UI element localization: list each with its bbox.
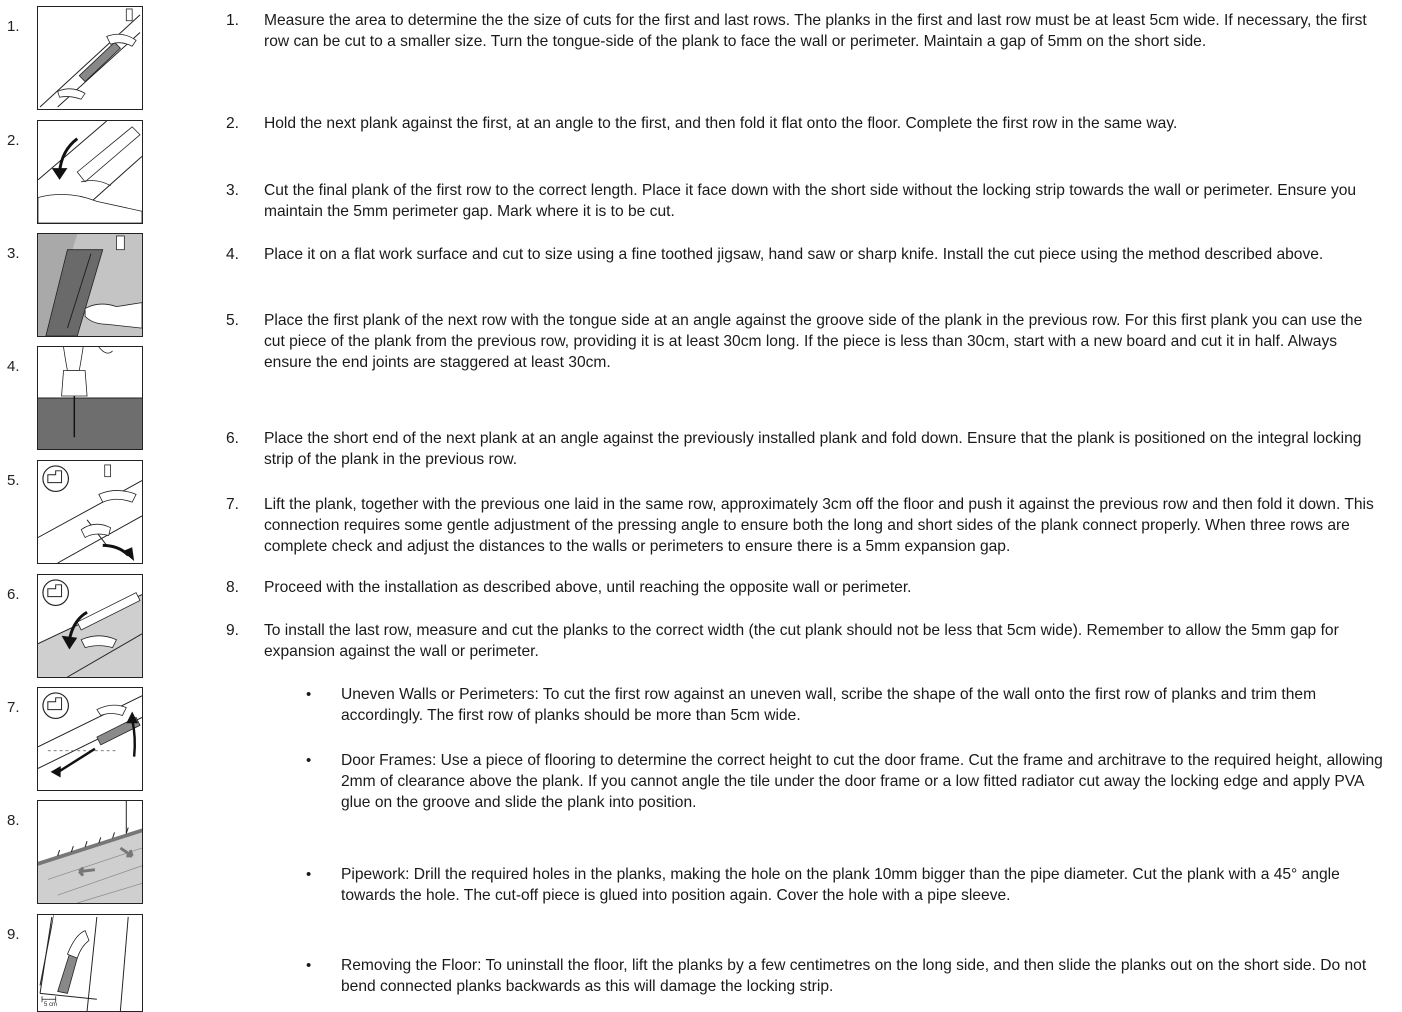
bullet-uneven-walls [306, 684, 1386, 726]
bullet-text: Door Frames: Use a piece of flooring to determine the correct height to cut the door frame. Cut the frame and architrave to the required height, allowing 2mm of clearance above the plank. If you cannot angle the tile under the door frame or a low fitted radiator cut away the locking edge and apply PVA glue on the groove and slide the plank into position. [341, 752, 1383, 811]
step-text: Place the first plank of the next row with the tongue side at an angle against the groove side of the plank in the previous row. For this first plank you can use the cut piece of the plank from the previous row, providing it is at least 30cm long. If the piece is less than 30cm, start with a new board and cut it in half. Always ensure the end joints are staggered at least 30cm. [264, 312, 1363, 371]
bullet-point: • [306, 752, 312, 769]
figure-3-number: 3. [7, 245, 20, 262]
figure-6-illustration [37, 574, 143, 678]
step-number: 3. [226, 182, 240, 199]
figure-9-number: 9. [7, 926, 20, 943]
figure-5-illustration [37, 460, 143, 564]
step-3 [226, 180, 1386, 222]
figure-9-caption: 5 cm [44, 1002, 58, 1008]
bullet-pipework [306, 864, 1386, 906]
figure-4-illustration [37, 346, 143, 450]
step-2 [226, 113, 1386, 134]
step-number: 2. [226, 115, 240, 132]
step-number: 9. [226, 622, 240, 639]
step-1 [226, 10, 1386, 52]
bullet-point: • [306, 957, 312, 974]
step-text: To install the last row, measure and cut the planks to the correct width (the cut plank should not be less that 5cm wide). Remember to allow the 5mm gap for expansion against the wall or perimeter. [264, 622, 1339, 660]
step-number: 1. [226, 12, 240, 29]
figure-8-number: 8. [7, 812, 20, 829]
figure-7-illustration [37, 687, 143, 791]
bullet-text: Pipework: Drill the required holes in the planks, making the hole on the plank 10mm bigger than the pipe diameter. Cut the plank with a 45° angle towards the hole. The cut-off piece is glued into position again. Cover the hole with a pipe sleeve. [341, 866, 1340, 904]
bullet-text: Removing the Floor: To uninstall the floor, lift the planks by a few centimetres on the long side, and then slide the planks out on the short side. Do not bend connected planks backwards as this will damage the locking strip. [341, 957, 1367, 995]
step-number: 8. [226, 579, 240, 596]
figure-4-number: 4. [7, 358, 20, 375]
step-9 [226, 620, 1386, 662]
figure-1-number: 1. [7, 18, 20, 35]
step-7 [226, 494, 1386, 557]
step-text: Proceed with the installation as described above, until reaching the opposite wall or perimeter. [264, 579, 912, 596]
bullet-text: Uneven Walls or Perimeters: To cut the first row against an uneven wall, scribe the shape of the wall onto the first row of planks and trim them accordingly. The first row of planks should be more than 5cm wide. [341, 686, 1317, 724]
step-text: Lift the plank, together with the previous one laid in the same row, approximately 3cm off the floor and push it against the previous row and then fold it down. This connection requires some gentle adjustment of the pressing angle to ensure both the long and short sides of the plank connect properly. When three rows are complete check and adjust the distances to the walls or perimeters to ensure there is a 5mm expansion gap. [264, 496, 1374, 555]
step-5 [226, 310, 1386, 373]
step-number: 4. [226, 246, 240, 263]
figure-1-illustration [37, 6, 143, 110]
figure-2-number: 2. [7, 132, 20, 149]
bullet-door-frames [306, 750, 1386, 813]
figure-3-illustration [37, 233, 143, 337]
step-text: Place the short end of the next plank at an angle against the previously installed plank and fold down. Ensure that the plank is positioned on the integral locking strip of the plank in the previous row. [264, 430, 1362, 468]
step-number: 7. [226, 496, 240, 513]
step-8 [226, 577, 1386, 598]
step-6 [226, 428, 1386, 470]
figure-6-number: 6. [7, 586, 20, 603]
step-number: 6. [226, 430, 240, 447]
bullet-point: • [306, 686, 312, 703]
step-text: Measure the area to determine the the size of cuts for the first and last rows. The planks in the first and last row must be at least 5cm wide. If necessary, the first row can be cut to a smaller size. Turn the tongue-side of the plank to face the wall or perimeter. Maintain a gap of 5mm on the short side. [264, 12, 1367, 50]
step-text: Hold the next plank against the first, at an angle to the first, and then fold it flat onto the floor. Complete the first row in the same way. [264, 115, 1178, 132]
step-text: Cut the final plank of the first row to the correct length. Place it face down with the short side without the locking strip towards the wall or perimeter. Ensure you maintain the 5mm perimeter gap. Mark where it is to be cut. [264, 182, 1357, 220]
figure-8-illustration [37, 800, 143, 904]
figure-2-illustration [37, 120, 143, 224]
bullet-removing-floor [306, 955, 1386, 997]
bullet-point: • [306, 866, 312, 883]
step-number: 5. [226, 312, 240, 329]
figure-9-illustration [37, 914, 143, 1012]
figure-5-number: 5. [7, 472, 20, 489]
figure-7-number: 7. [7, 699, 20, 716]
step-text: Place it on a flat work surface and cut to size using a fine toothed jigsaw, hand saw or sharp knife. Install the cut piece using the method described above. [264, 246, 1324, 263]
step-4 [226, 244, 1386, 265]
